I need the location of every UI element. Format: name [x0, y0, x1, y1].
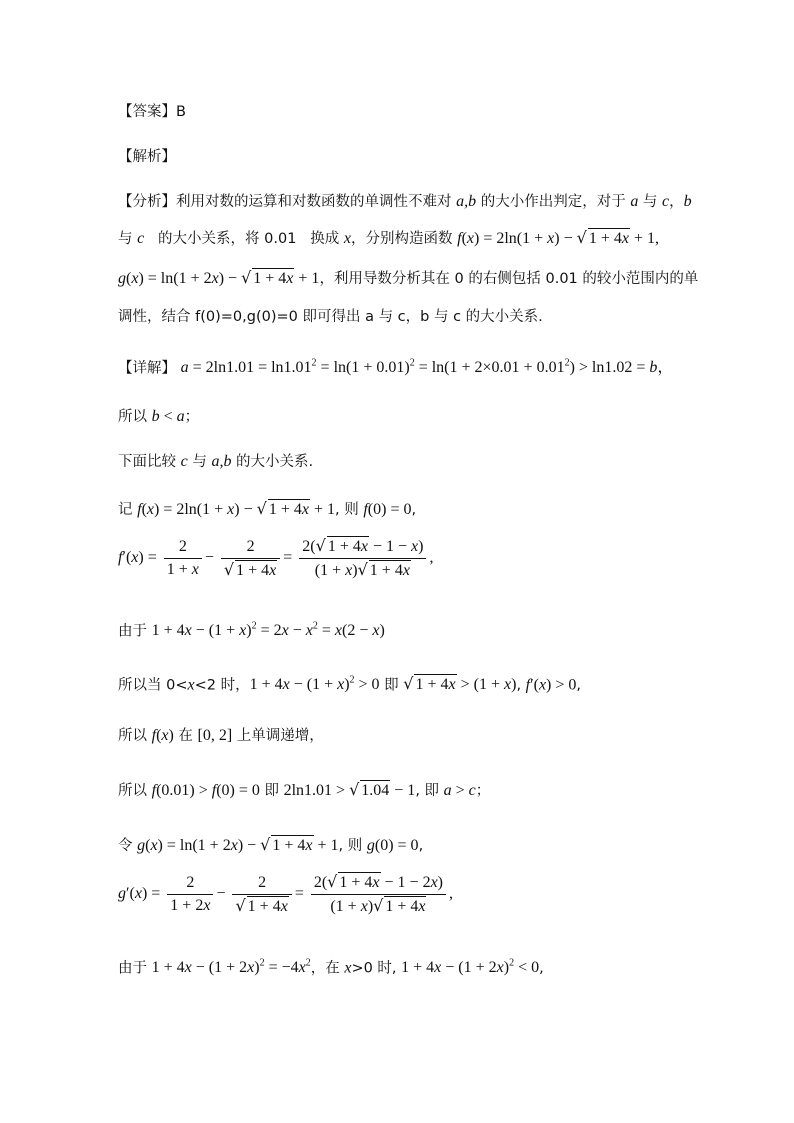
fenxi-line-4: 调性，结合 f(0)=0,g(0)=0 即可得出 a 与 c，b 与 c 的大小关系. [118, 309, 543, 325]
step-8: 所以 f(0.01) > f(0) = 0 即 2ln1.01 > √ 1.04 − 1, 即 a > c； [118, 780, 491, 799]
step-1: 所以 b < a； [118, 408, 200, 425]
xiangjie-tag: 【详解】 [118, 360, 176, 377]
step-5: 由于 $1 + 4x - (1 + x)^2 = 2x - x^2 = x(2 - x)$ [118, 621, 385, 640]
answer-line [118, 102, 186, 122]
fenxi-line-2: 与 c 的大小关系，将 0.01 换成 x，分别构造函数 f(x) = 2ln(1 + x) − √ 1 + 4x + 1, [118, 228, 659, 247]
step-9: 令 g(x) = ln(1 + 2x) − √ 1 + 4x + 1, 则 g(0) = 0, [118, 835, 424, 854]
fenxi-line-3: g(x) = ln(1 + 2x) − √ 1 + 4x + 1，利用导数分析其在 0 的右侧包括 0.01 的较小范围内的单 [118, 268, 699, 287]
step-4-derivative-f: f′(x) = $\frac{2}{1 + x}$ − $\frac{2}{√ 1 + 4x}$ = $\frac{2(√ 1 + 4x - 1 - x)}{(1 + x)√ 1 + 4x}$ , [118, 536, 434, 579]
step-11: 由于 $1 + 4x - (1 + 2x)^2 = -4x^2$，在 x>0 时, $1 + 4x - (1 + 2x)^2 < 0$, [118, 958, 544, 977]
step-10-derivative-g: g′(x) = $\frac{2}{1 + 2x}$ − $\frac{2}{√ 1 + 4x}$ = $\frac{2(√ 1 + 4x - 1 - 2x)}{(1 + x)√ 1 + 4x}$ , [118, 872, 453, 915]
step-3: 记 f(x) = 2ln(1 + x) − √ 1 + 4x + 1, 则 f(0) = 0, [118, 499, 417, 518]
step-6: 所以当 0<x<2 时，$1 + 4x - (1 + x)^2 > 0$ 即 √ 1 + 4x > (1 + x), f′(x) > 0, [118, 674, 582, 694]
step-7: 所以 f(x) 在 [0, 2] 上单调递增， [118, 727, 324, 744]
fenxi-f-def: f(x) = 2ln(1 + x) − √ 1 + 4x + 1, [457, 228, 659, 247]
step-2: 下面比较 c 与 a,b 的大小关系. [118, 453, 314, 470]
fenxi-g-def: g(x) = ln(1 + 2x) − √ 1 + 4x + 1 [118, 268, 320, 287]
xiangjie-eq: $a = 2\ln 1.01 = \ln 1.01^2 = \ln(1 + 0.01)^2 = \ln(1 + 2\times 0.01 + 0.01^2) > \ln 1.02 = b$， [180, 358, 674, 377]
xiangjie-line [118, 354, 673, 378]
answer-tag: 【答案】 [118, 104, 176, 120]
answer-value: B [176, 104, 186, 120]
fenxi-tag: 【分析】 [118, 194, 176, 210]
analysis-heading: 【解析】 [118, 149, 176, 165]
fenxi-line-1: 【分析】利用对数的运算和对数函数的单调性不难对 a,b 的大小作出判定，对于 a 与 c，b [118, 193, 692, 210]
